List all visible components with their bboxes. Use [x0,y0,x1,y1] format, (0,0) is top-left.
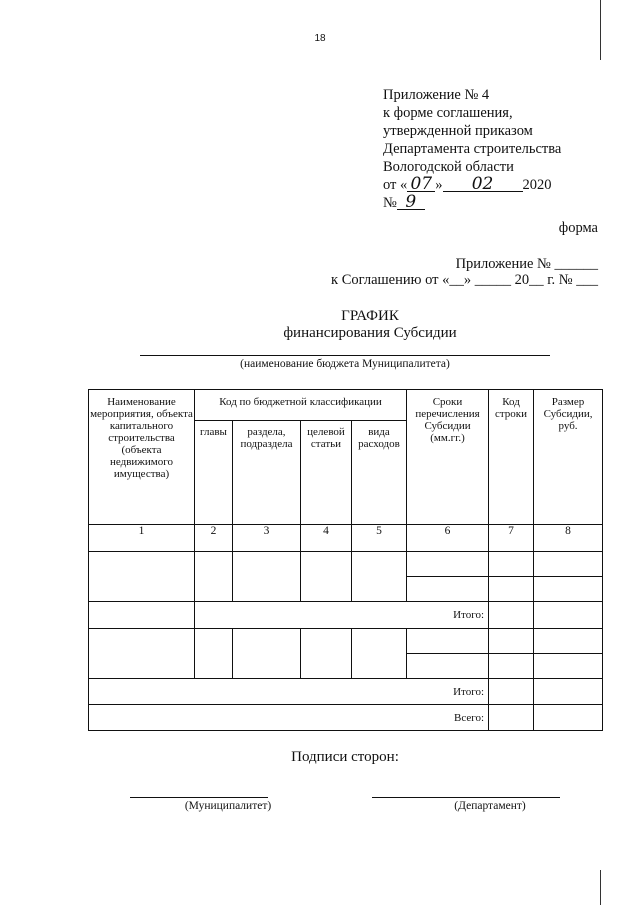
grand-total-row [89,705,603,731]
column-number: 3 [233,525,301,552]
cell-amount[interactable] [534,552,603,577]
budget-name-line [140,355,550,356]
agreement-line: к Соглашению от «__» _____ 20__ г. № ___ [331,272,598,288]
subtotal-label: Итого: [89,679,489,705]
header-transfer-terms: Сроки перечисления Субсидии (мм.гг.) [407,390,489,525]
column-number: 7 [489,525,534,552]
cell-row-code[interactable] [489,679,534,705]
municipality-signature-label: (Муниципалитет) [184,800,272,812]
scan-edge-mark-bottom [600,870,601,905]
scan-edge-mark-top [600,0,601,60]
appendix-line: Приложение № ______ [455,256,598,272]
subtotal-label: Итого: [195,602,489,629]
cell-target-item[interactable] [301,552,352,602]
signatures-title: Подписи сторон: [291,749,399,765]
cell-row-code[interactable] [489,705,534,731]
approval-number-value: 9 [397,195,425,210]
cell-object-name[interactable] [89,629,195,679]
document-subtitle: финансирования Субсидии [283,325,457,341]
table-header-row [89,390,603,421]
header-budget-code: Код по бюджетной классификации [195,390,407,421]
header-section: раздела, подраздела [233,421,301,525]
cell-row-code[interactable] [489,552,534,577]
header-expense-type: вида расходов [352,421,407,525]
cell-term[interactable] [407,552,489,577]
header-subsidy-amount: Размер Субсидии, руб. [534,390,603,525]
cell-chapter[interactable] [195,552,233,602]
cell-term[interactable] [407,654,489,679]
municipality-signature-line[interactable] [130,797,268,798]
cell-expense-type[interactable] [352,552,407,602]
approval-number: № 9 [383,194,561,212]
column-number: 5 [352,525,407,552]
department-signature-label: (Департамент) [454,800,526,812]
cell-amount[interactable] [534,602,603,629]
cell-row-code[interactable] [489,654,534,679]
header-target-item: целевой статьи [301,421,352,525]
approval-year: 2020 [522,177,552,193]
column-number: 4 [301,525,352,552]
cell-object-name[interactable] [89,552,195,602]
column-number-row [89,525,603,552]
column-number: 1 [89,525,195,552]
cell-section[interactable] [233,629,301,679]
column-number: 8 [534,525,603,552]
document-title: ГРАФИК [341,308,399,324]
subtotal-row [89,679,603,705]
header-object-name: Наименование мероприятия, объекта капитального строительства (объекта недвижимого имущества) [89,390,195,525]
grand-total-label: Всего: [89,705,489,731]
cell-amount[interactable] [534,705,603,731]
form-label: форма [558,220,598,236]
budget-name-label: (наименование бюджета Муниципалитета) [240,358,450,370]
cell-blank [89,602,195,629]
approval-line-3: утвержденной приказом [383,123,533,139]
cell-row-code[interactable] [489,577,534,602]
cell-expense-type[interactable] [352,629,407,679]
page-number: 18 [314,33,326,44]
column-number: 2 [195,525,233,552]
column-number: 6 [407,525,489,552]
header-chapter: главы [195,421,233,525]
cell-amount[interactable] [534,577,603,602]
approval-day: 07 [407,177,435,192]
approval-line-2: к форме соглашения, [383,105,513,121]
approval-line-4: Департамента строительства [383,141,562,157]
cell-target-item[interactable] [301,629,352,679]
cell-term[interactable] [407,629,489,654]
header-row-code: Код строки [489,390,534,525]
cell-amount[interactable] [534,654,603,679]
cell-row-code[interactable] [489,629,534,654]
approval-date: от « 07 » 02 2020 [383,174,552,194]
cell-amount[interactable] [534,629,603,654]
approval-month: 02 [443,177,523,192]
approval-line-1: Приложение № 4 [383,87,490,103]
cell-amount[interactable] [534,679,603,705]
funding-schedule-table [88,389,603,731]
table-row [89,552,603,577]
approval-block [383,86,561,212]
department-signature-line[interactable] [372,797,560,798]
table-row [89,629,603,654]
cell-chapter[interactable] [195,629,233,679]
approval-line-5: Вологодской области [383,159,514,175]
cell-row-code[interactable] [489,602,534,629]
cell-term[interactable] [407,577,489,602]
cell-section[interactable] [233,552,301,602]
subtotal-row [89,602,603,629]
